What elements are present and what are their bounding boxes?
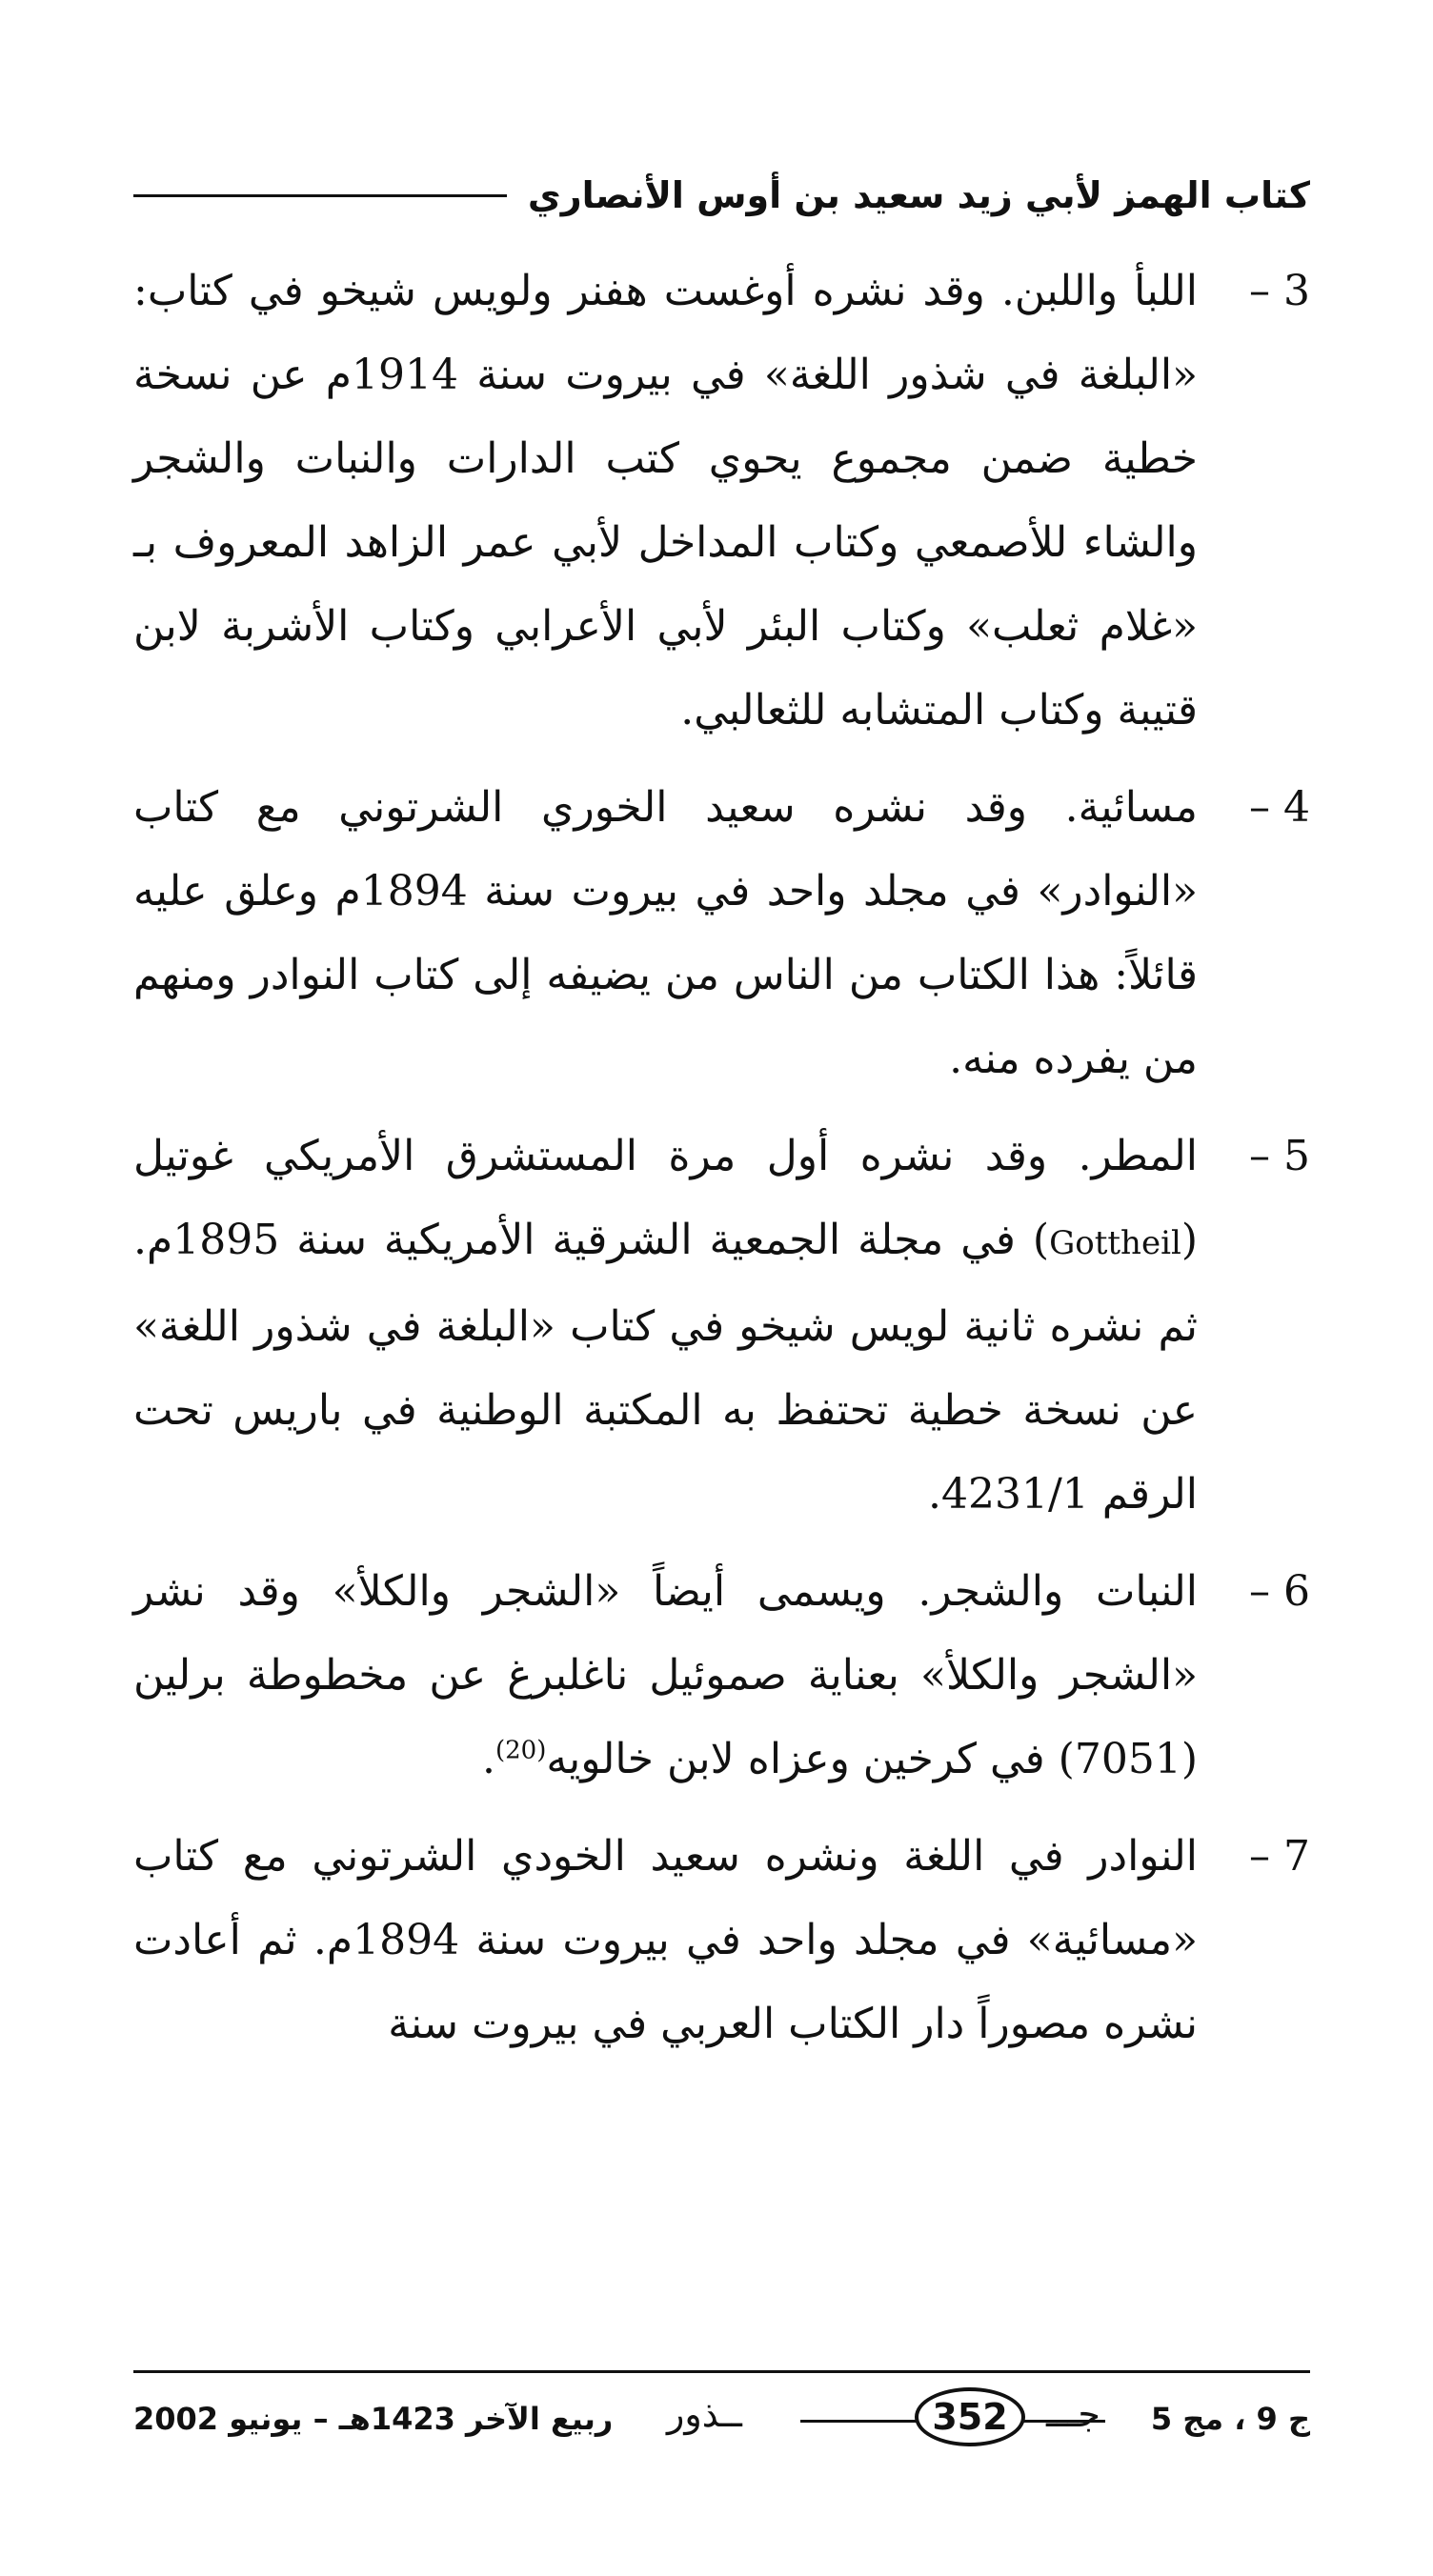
entry-text-part: النبات والشجر. ويسمى أيضاً «الشجر والكلأ» وقد نشر «الشجر والكلأ» بعناية صموئيل ناغلبرغ عن مخطوطة برلين (7051) في كرخين وعزاه لابن خالويه bbox=[133, 1567, 1198, 1783]
entry-number: 5 – bbox=[1249, 1132, 1310, 1180]
entry-text-part: ) في مجلة الجمعية الشرقية الأمريكية سنة 1895م. ثم نشره ثانية لويس شيخو في كتاب «البلغة في شذور اللغة» عن نسخة خطية تحتفظ به المكتبة الوطنية في باريس تحت الرقم 4231/1. bbox=[133, 1216, 1198, 1519]
entry-number: 6 – bbox=[1249, 1567, 1310, 1616]
entry-text bbox=[133, 1115, 1198, 1537]
entry-number: 4 – bbox=[1249, 783, 1310, 832]
entry-text: النوادر في اللغة ونشره سعيد الخودي الشرتوني مع كتاب «مسائية» في مجلد واحد في بيروت سنة 1894م. ثم أعادت نشره مصوراً دار الكتاب العربي في بيروت سنة bbox=[133, 1832, 1198, 2048]
page-footer bbox=[133, 2382, 1310, 2467]
entry-text: اللبأ واللبن. وقد نشره أوغست هفنر ولويس شيخو في كتاب: «البلغة في شذور اللغة» في بيروت سنة 1914م عن نسخة خطية ضمن مجموع يحوي كتب الدارات والنبات والشجر والشاء للأصمعي وكتاب المداخل لأبي عمر الزاهد المعروف بـ «غلام ثعلب» وكتاب البئر لأبي الأعرابي وكتاب الأشربة لابن قتيبة وكتاب المتشابه للثعالبي. bbox=[133, 267, 1198, 735]
entry-text: مسائية. وقد نشره سعيد الخوري الشرتوني مع كتاب «النوادر» في مجلد واحد في بيروت سنة 1894م وعلق عليه قائلاً: هذا الكتاب من الناس من يضيفه إلى كتاب النوادر ومنهم من يفرده منه. bbox=[133, 783, 1198, 1083]
journal-name-left: جـــ bbox=[1046, 2393, 1100, 2435]
entry-text bbox=[133, 1550, 1198, 1801]
list-item bbox=[133, 1550, 1310, 1801]
entry-number: 3 – bbox=[1249, 267, 1310, 315]
entry-text-part: المطر. وقد نشره أول مرة المستشرق الأمريكي غوتيل ( bbox=[133, 1132, 1198, 1264]
list-item bbox=[133, 250, 1310, 753]
issue-date: ربيع الآخر 1423هـ – يونيو 2002 bbox=[133, 2401, 614, 2437]
list-item bbox=[133, 1115, 1310, 1537]
entry-number: 7 – bbox=[1249, 1832, 1310, 1881]
entry-text-part: . bbox=[481, 1735, 495, 1783]
list-item bbox=[133, 1815, 1310, 2066]
page-number: 352 bbox=[915, 2387, 1025, 2446]
entry-list bbox=[133, 250, 1310, 2080]
running-header bbox=[133, 162, 1310, 229]
header-rule bbox=[133, 194, 507, 197]
list-item bbox=[133, 766, 1310, 1101]
journal-name-right: ــذور bbox=[667, 2393, 742, 2435]
footer-rule bbox=[133, 2370, 1310, 2373]
book-title: كتاب الهمز لأبي زيد سعيد بن أوس الأنصاري bbox=[527, 174, 1310, 216]
issue-volume: ج 9 ، مج 5 bbox=[1150, 2401, 1310, 2437]
latin-name: Gottheil bbox=[1049, 1224, 1181, 1262]
footnote-marker: (20) bbox=[494, 1736, 547, 1765]
